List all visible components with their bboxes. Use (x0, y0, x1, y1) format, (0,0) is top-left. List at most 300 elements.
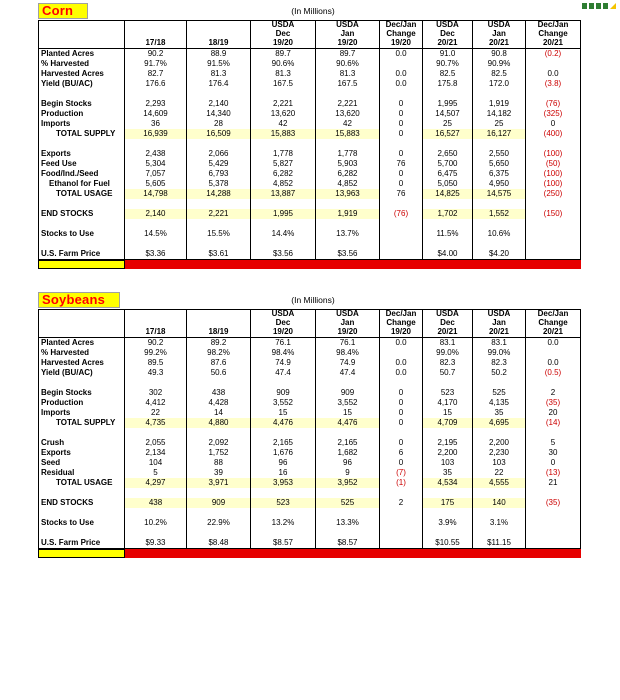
table-cell: 13,620 (251, 109, 316, 119)
table-cell: 10.6% (473, 229, 526, 239)
table-cell (187, 219, 251, 229)
table-cell: (50) (545, 159, 561, 168)
table-cell: 82.3 (473, 358, 526, 368)
table-cell: 2,140 (125, 209, 187, 219)
table-cell: 0 (380, 109, 423, 119)
table-cell: 15 (316, 408, 380, 418)
soybeans-title: Soybeans (38, 292, 120, 308)
table-cell: 13.2% (251, 518, 316, 528)
table-cell (380, 89, 423, 99)
table-cell (316, 378, 380, 388)
table-cell: 88.9 (187, 49, 251, 59)
table-cell (380, 239, 423, 249)
table-cell: 16,527 (423, 129, 473, 139)
soybeans-table-footer-bar (38, 549, 581, 558)
table-cell (423, 508, 473, 518)
table-cell (473, 488, 526, 498)
corn-footer-yellow-cell (38, 260, 125, 269)
table-cell: 1,919 (316, 209, 380, 219)
table-cell: 3,953 (251, 478, 316, 488)
table-cell: 74.9 (316, 358, 380, 368)
spacer-row (39, 428, 125, 438)
table-cell: 82.5 (423, 69, 473, 79)
table-cell: 4,880 (187, 418, 251, 428)
column-header: Dec/Jan Change 19/20 (380, 310, 423, 338)
table-cell: 5,605 (125, 179, 187, 189)
table-cell: 4,476 (251, 418, 316, 428)
table-cell: 4,735 (125, 418, 187, 428)
table-cell (423, 428, 473, 438)
table-cell: 0 (380, 149, 423, 159)
table-cell: 2,195 (423, 438, 473, 448)
table-cell: (35) (545, 498, 561, 507)
column-header: Dec/Jan Change 19/20 (380, 21, 423, 49)
table-cell: 909 (316, 388, 380, 398)
table-cell (526, 219, 580, 229)
table-cell: 2,221 (251, 99, 316, 109)
table-cell (125, 378, 187, 388)
table-cell: 82.5 (473, 69, 526, 79)
table-cell: 81.3 (187, 69, 251, 79)
spacer-row (39, 139, 125, 149)
table-cell (380, 249, 423, 259)
table-cell: 0 (550, 458, 556, 467)
table-cell: 13.3% (316, 518, 380, 528)
table-cell (380, 428, 423, 438)
table-cell: $8.57 (316, 538, 380, 548)
table-cell: 49.3 (125, 368, 187, 378)
table-cell (423, 488, 473, 498)
table-cell (380, 378, 423, 388)
table-cell (473, 428, 526, 438)
table-cell: $3.61 (187, 249, 251, 259)
table-cell: 99.0% (423, 348, 473, 358)
table-cell (423, 219, 473, 229)
table-cell (316, 89, 380, 99)
table-cell: 5,700 (423, 159, 473, 169)
table-cell: 50.7 (423, 368, 473, 378)
table-cell (187, 378, 251, 388)
table-cell: 14,288 (187, 189, 251, 199)
column-header: USDA Dec 20/21 (423, 310, 473, 338)
table-cell: (76) (380, 209, 423, 219)
column-header: Dec/Jan Change 20/21 (526, 310, 580, 338)
column-header: USDA Jan 20/21 (473, 310, 526, 338)
table-cell: 25 (473, 119, 526, 129)
table-cell: (325) (543, 109, 563, 118)
table-cell: (100) (543, 169, 563, 178)
column-header: 17/18 (125, 21, 187, 49)
table-cell: 15,883 (251, 129, 316, 139)
table-cell: (3.8) (544, 79, 562, 88)
table-cell: 90.2 (125, 49, 187, 59)
table-cell: 25 (423, 119, 473, 129)
table-cell (125, 219, 187, 229)
table-cell: 167.5 (251, 79, 316, 89)
soybeans-footer-red-bar (125, 549, 581, 558)
table-cell: 90.6% (316, 59, 380, 69)
table-cell: 6 (380, 448, 423, 458)
table-cell: 14,340 (187, 109, 251, 119)
table-cell: 0 (380, 458, 423, 468)
row-label: Imports (39, 408, 125, 418)
table-cell: 0 (380, 129, 423, 139)
table-cell (380, 229, 423, 239)
table-cell (187, 528, 251, 538)
table-cell (187, 508, 251, 518)
table-cell: 523 (423, 388, 473, 398)
table-cell: 5,903 (316, 159, 380, 169)
table-cell (125, 139, 187, 149)
table-cell: 50.6 (187, 368, 251, 378)
table-cell: $3.36 (125, 249, 187, 259)
column-header: USDA Jan 19/20 (316, 21, 380, 49)
table-cell (251, 508, 316, 518)
table-cell: 22.9% (187, 518, 251, 528)
table-cell (251, 89, 316, 99)
table-cell: 87.6 (187, 358, 251, 368)
table-cell: 6,282 (251, 169, 316, 179)
table-cell: 3,971 (187, 478, 251, 488)
table-cell (526, 378, 580, 388)
table-cell (526, 59, 580, 69)
table-cell: 10.2% (125, 518, 187, 528)
table-cell: 83.1 (423, 338, 473, 348)
row-label: TOTAL USAGE (39, 478, 125, 488)
table-cell: 14,575 (473, 189, 526, 199)
row-label: Harvested Acres (39, 358, 125, 368)
table-cell: 83.1 (473, 338, 526, 348)
table-cell (526, 488, 580, 498)
table-cell: 0 (380, 438, 423, 448)
table-cell: 5,378 (187, 179, 251, 189)
spacer-row (39, 89, 125, 99)
corn-table (38, 20, 581, 260)
table-cell: 91.7% (125, 59, 187, 69)
table-cell: 6,282 (316, 169, 380, 179)
table-cell: 2,221 (316, 99, 380, 109)
row-label: Seed (39, 458, 125, 468)
table-cell: 3,552 (316, 398, 380, 408)
table-cell: 0 (380, 119, 423, 129)
table-cell (316, 139, 380, 149)
table-cell: (100) (543, 179, 563, 188)
table-cell (380, 508, 423, 518)
table-cell: 1,676 (251, 448, 316, 458)
table-cell (526, 139, 580, 149)
table-cell: 5,650 (473, 159, 526, 169)
table-cell: 82.3 (423, 358, 473, 368)
table-cell (473, 239, 526, 249)
table-cell: $10.55 (423, 538, 473, 548)
row-label: Stocks to Use (39, 518, 125, 528)
row-label: Imports (39, 119, 125, 129)
table-cell: 103 (423, 458, 473, 468)
table-cell: 47.4 (316, 368, 380, 378)
corn-units-label: (In Millions) (291, 6, 335, 16)
company-logo-icon (581, 3, 617, 10)
table-cell: 96 (251, 458, 316, 468)
table-cell: 35 (423, 468, 473, 478)
table-cell: 4,135 (473, 398, 526, 408)
table-cell: (0.2) (544, 49, 562, 58)
table-cell: 4,297 (125, 478, 187, 488)
table-cell: 525 (473, 388, 526, 398)
table-cell (526, 428, 580, 438)
row-label: U.S. Farm Price (39, 249, 125, 259)
table-cell: 5,050 (423, 179, 473, 189)
table-cell: 89.2 (187, 338, 251, 348)
table-cell: 15,883 (316, 129, 380, 139)
table-cell: 176.4 (187, 79, 251, 89)
table-cell (380, 528, 423, 538)
table-cell: 3,552 (251, 398, 316, 408)
row-label: Residual (39, 468, 125, 478)
spacer-row (39, 239, 125, 249)
table-cell: 16 (251, 468, 316, 478)
table-cell: 98.4% (251, 348, 316, 358)
table-cell: 89.5 (125, 358, 187, 368)
table-cell: $3.56 (316, 249, 380, 259)
table-cell: 0.0 (380, 49, 423, 59)
table-cell: $8.48 (187, 538, 251, 548)
column-header: USDA Dec 20/21 (423, 21, 473, 49)
table-cell (125, 89, 187, 99)
row-label: Food/Ind./Seed (39, 169, 125, 179)
table-cell: 5 (550, 438, 556, 447)
table-cell: 438 (125, 498, 187, 508)
table-cell (125, 488, 187, 498)
table-cell: 15 (251, 408, 316, 418)
table-cell: 2,200 (423, 448, 473, 458)
table-cell: 2,230 (473, 448, 526, 458)
row-label: Begin Stocks (39, 99, 125, 109)
row-label: Harvested Acres (39, 69, 125, 79)
table-cell: 5,304 (125, 159, 187, 169)
table-cell: 76 (380, 159, 423, 169)
table-cell: 5,429 (187, 159, 251, 169)
row-label: TOTAL USAGE (39, 189, 125, 199)
table-cell (380, 518, 423, 528)
row-label: Begin Stocks (39, 388, 125, 398)
column-header (39, 310, 125, 338)
table-cell: 50.2 (473, 368, 526, 378)
table-cell (473, 528, 526, 538)
table-cell: 98.4% (316, 348, 380, 358)
table-cell (526, 239, 580, 249)
table-cell: 36 (125, 119, 187, 129)
table-cell: 167.5 (316, 79, 380, 89)
table-cell: 176.6 (125, 79, 187, 89)
table-cell: 909 (251, 388, 316, 398)
table-cell (526, 508, 580, 518)
corn-section (38, 2, 584, 269)
table-cell: 91.0 (423, 49, 473, 59)
row-label: U.S. Farm Price (39, 538, 125, 548)
table-cell: 4,534 (423, 478, 473, 488)
table-cell: (7) (380, 468, 423, 478)
table-cell: 11.5% (423, 229, 473, 239)
table-cell: (1) (380, 478, 423, 488)
table-cell: 2,438 (125, 149, 187, 159)
row-label: Planted Acres (39, 49, 125, 59)
soybeans-section (38, 291, 584, 558)
table-cell: $4.20 (473, 249, 526, 259)
table-cell: 3,952 (316, 478, 380, 488)
table-cell: 76.1 (316, 338, 380, 348)
table-cell (380, 488, 423, 498)
table-cell (251, 428, 316, 438)
table-cell (526, 518, 580, 528)
table-cell: 0.0 (380, 79, 423, 89)
table-cell: 22 (125, 408, 187, 418)
table-cell: 0.0 (547, 358, 559, 367)
table-cell: 2,200 (473, 438, 526, 448)
column-header: USDA Jan 19/20 (316, 310, 380, 338)
table-cell: 2,140 (187, 99, 251, 109)
table-cell (125, 239, 187, 249)
table-cell: 2,165 (316, 438, 380, 448)
table-cell (125, 508, 187, 518)
table-cell (526, 229, 580, 239)
table-cell: 42 (316, 119, 380, 129)
table-cell: (250) (543, 189, 563, 198)
corn-footer-red-bar (125, 260, 581, 269)
table-cell: 14.4% (251, 229, 316, 239)
corn-table-footer-bar (38, 260, 581, 269)
table-cell: 4,428 (187, 398, 251, 408)
table-cell (473, 378, 526, 388)
table-cell: 0 (380, 398, 423, 408)
table-cell: 14,507 (423, 109, 473, 119)
table-cell: 0 (380, 408, 423, 418)
table-cell: 16,509 (187, 129, 251, 139)
table-cell: 3.1% (473, 518, 526, 528)
table-cell: 0.0 (547, 338, 559, 347)
table-cell: 89.7 (316, 49, 380, 59)
table-cell: 16,127 (473, 129, 526, 139)
spacer-row (39, 378, 125, 388)
table-cell: 99.2% (125, 348, 187, 358)
column-header: Dec/Jan Change 20/21 (526, 21, 580, 49)
table-cell: 90.8 (473, 49, 526, 59)
soybeans-footer-yellow-cell (38, 549, 125, 558)
row-label: Crush (39, 438, 125, 448)
table-cell (423, 528, 473, 538)
table-cell: 2,221 (187, 209, 251, 219)
table-cell: 35 (473, 408, 526, 418)
table-cell (251, 528, 316, 538)
table-cell: 0.0 (547, 69, 559, 78)
company-logo (581, 0, 617, 10)
table-cell (187, 488, 251, 498)
table-cell (187, 89, 251, 99)
table-cell: 90.7% (423, 59, 473, 69)
table-cell: 4,555 (473, 478, 526, 488)
table-cell: 13.7% (316, 229, 380, 239)
table-cell (187, 199, 251, 209)
column-header (39, 21, 125, 49)
row-label: % Harvested (39, 348, 125, 358)
table-cell: 39 (187, 468, 251, 478)
table-cell (251, 488, 316, 498)
row-label: Exports (39, 149, 125, 159)
table-cell (473, 199, 526, 209)
table-cell (316, 219, 380, 229)
table-cell: 2,650 (423, 149, 473, 159)
table-cell: (35) (545, 398, 561, 407)
table-cell (526, 538, 580, 548)
table-cell: 4,852 (316, 179, 380, 189)
table-cell: 14,798 (125, 189, 187, 199)
table-cell (187, 239, 251, 249)
table-cell: (150) (543, 209, 563, 218)
row-label: TOTAL SUPPLY (39, 418, 125, 428)
table-cell: 4,950 (473, 179, 526, 189)
table-cell: $11.15 (473, 538, 526, 548)
table-cell (423, 378, 473, 388)
column-header: 17/18 (125, 310, 187, 338)
table-cell: (76) (545, 99, 561, 108)
spacer-row (39, 199, 125, 209)
table-cell: 3.9% (423, 518, 473, 528)
column-header: USDA Jan 20/21 (473, 21, 526, 49)
table-cell: 0.0 (380, 368, 423, 378)
row-label: Planted Acres (39, 338, 125, 348)
table-cell (380, 219, 423, 229)
table-cell: 88 (187, 458, 251, 468)
table-cell: 28 (187, 119, 251, 129)
table-cell: 2 (380, 498, 423, 508)
table-cell (316, 428, 380, 438)
row-label: Production (39, 109, 125, 119)
row-label: Exports (39, 448, 125, 458)
table-cell: 4,412 (125, 398, 187, 408)
table-cell: 4,695 (473, 418, 526, 428)
table-cell: 81.3 (316, 69, 380, 79)
table-cell (316, 528, 380, 538)
table-cell: 76 (380, 189, 423, 199)
soybeans-table (38, 309, 581, 549)
table-cell (187, 139, 251, 149)
table-cell: 22 (473, 468, 526, 478)
spacer-row (39, 508, 125, 518)
table-cell (380, 59, 423, 69)
table-cell (125, 199, 187, 209)
table-cell (526, 89, 580, 99)
table-cell: 14,609 (125, 109, 187, 119)
table-cell: 1,702 (423, 209, 473, 219)
table-cell: 14,825 (423, 189, 473, 199)
table-cell (526, 249, 580, 259)
table-cell: (14) (545, 418, 561, 427)
table-cell: 6,475 (423, 169, 473, 179)
table-cell: 14 (187, 408, 251, 418)
spacer-row (39, 528, 125, 538)
table-cell: (400) (543, 129, 563, 138)
table-cell: 76.1 (251, 338, 316, 348)
table-cell: 0 (380, 169, 423, 179)
table-cell: 2 (550, 388, 556, 397)
table-cell (526, 528, 580, 538)
spacer-row (39, 488, 125, 498)
column-header: USDA Dec 19/20 (251, 310, 316, 338)
table-cell (316, 239, 380, 249)
table-cell: 0 (380, 418, 423, 428)
table-cell (251, 199, 316, 209)
table-cell: 1,995 (423, 99, 473, 109)
table-cell (380, 348, 423, 358)
